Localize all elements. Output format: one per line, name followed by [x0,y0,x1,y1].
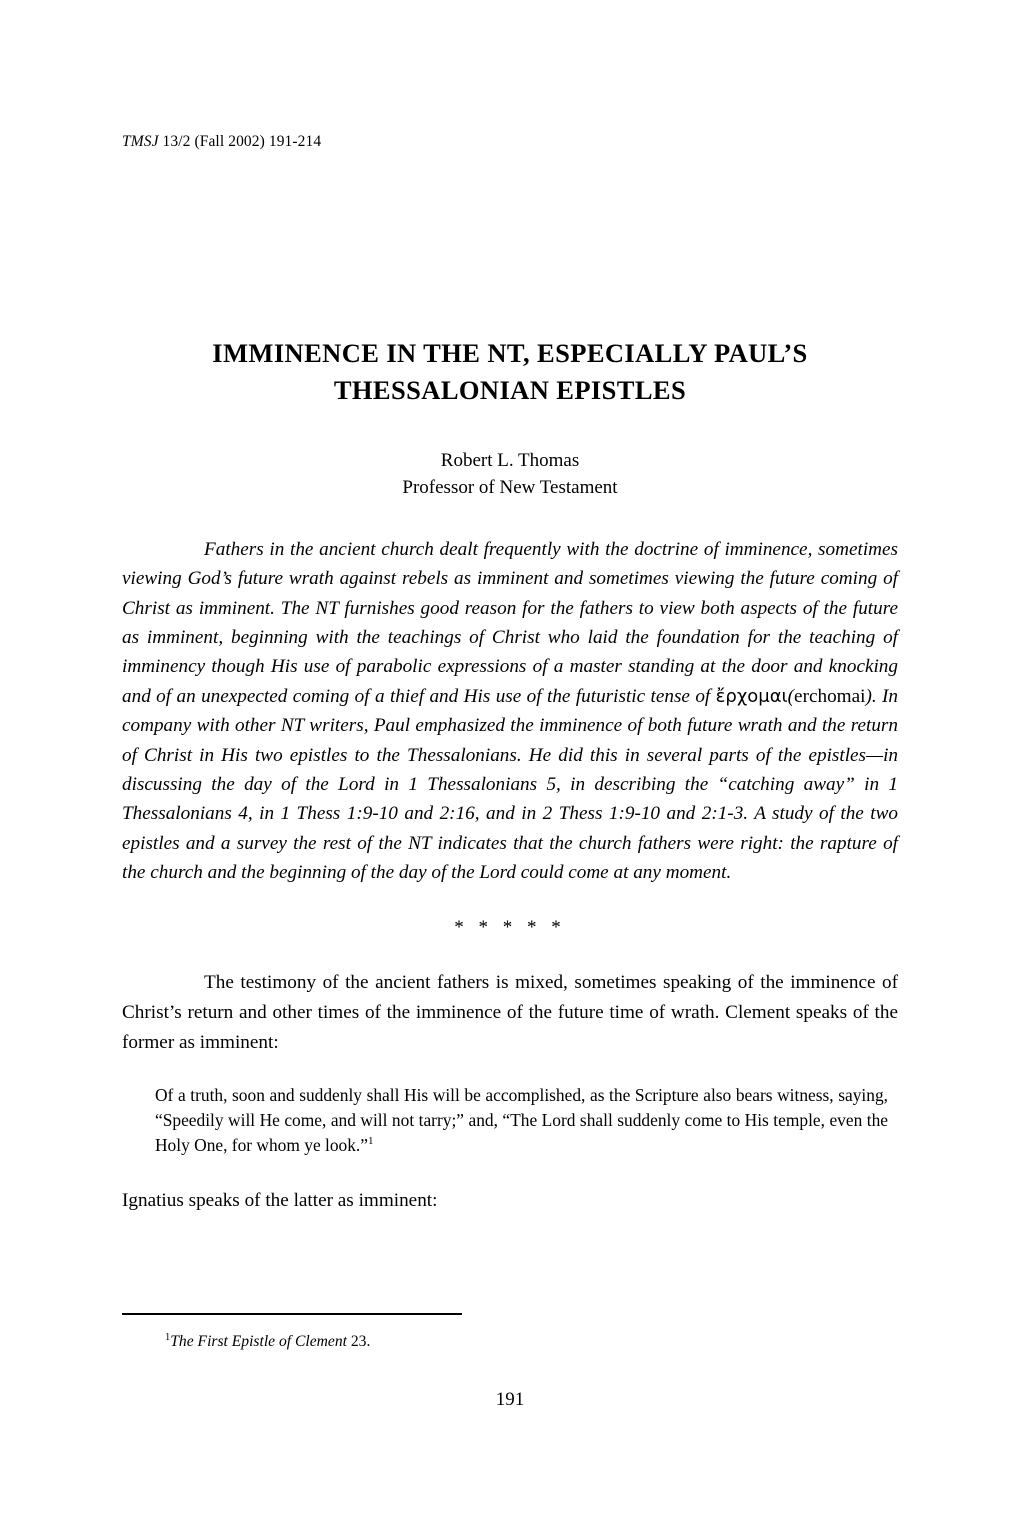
journal-citation: 13/2 (Fall 2002) 191-214 [158,133,322,150]
abstract [122,535,898,888]
abstract-part-2: ). In company with other NT writers, Paul emphasized the imminence of both future wrath and the return of Christ in His two epistles to the Thessalonians. He did this in several parts of the epistles—in discussing the day of the Lord in 1 Thessalonians 5, in describing the “catching away” in 1 Thessalonians 4, in 1 Thess 1:9-10 and 2:16, and in 2 Thess 1:9-10 and 2:1-3. A study of the two epistles and a survey the rest of the NT indicates that the church fathers were right: the rapture of the church and the beginning of the day of the Lord could come at any moment. [122,685,899,884]
journal-abbreviation: TMSJ [122,133,159,150]
body-paragraph-2: Ignatius speaks of the latter as imminent: [122,1190,438,1212]
footnote-reference: 23. [346,1333,371,1350]
footnote-marker: 1 [368,1135,374,1148]
greek-term: ἔρχομαι [715,685,788,707]
running-head [122,0,898,152]
footnote-1 [165,1332,370,1352]
byline [122,447,898,502]
body-paragraph-1: The testimony of the ancient fathers is mixed, sometimes speaking of the imminence of Christ’s return and other times of the imminence of the future time of wrath. Clement speaks of the former as imminent: [122,972,898,1053]
footnote-source-title: The First Epistle of Clement [170,1333,347,1350]
footnote-number: 1 [165,1331,171,1343]
footnote-separator [122,1313,462,1315]
transliteration-open: ( [787,685,795,707]
section-divider: * * * * * [454,917,566,939]
page-title: IMMINENCE IN THE NT, ESPECIALLY PAUL’S THESSALONIAN EPISTLES [212,337,808,406]
abstract-part-1: Fathers in the ancient church dealt frequently with the doctrine of imminence, sometimes viewing God’s future wrath against rebels as imminent and sometimes viewing the future coming of Christ as imminent. The NT furnishes good reason for the fathers to view both aspects of the future as imminent, beginning with the teachings of Christ who laid the foundation for the teaching of imminency though His use of parabolic expressions of a master standing at the door and knocking and of an unexpected coming of a thief and His use of the futuristic tense of [122,538,898,707]
author-role: Professor of New Testament [402,477,618,499]
block-quote-clement [155,1083,888,1159]
quote-text: Of a truth, soon and suddenly shall His will be accomplished, as the Scripture also bears witness, saying, “Speedily will He come, and will not tarry;” and, “The Lord shall suddenly come to His temple, even the Holy One, for whom ye look.” [155,1084,888,1156]
transliteration: erchomai [794,685,866,707]
author-name: Robert L. Thomas [440,449,580,471]
page-number: 191 [495,1389,525,1410]
